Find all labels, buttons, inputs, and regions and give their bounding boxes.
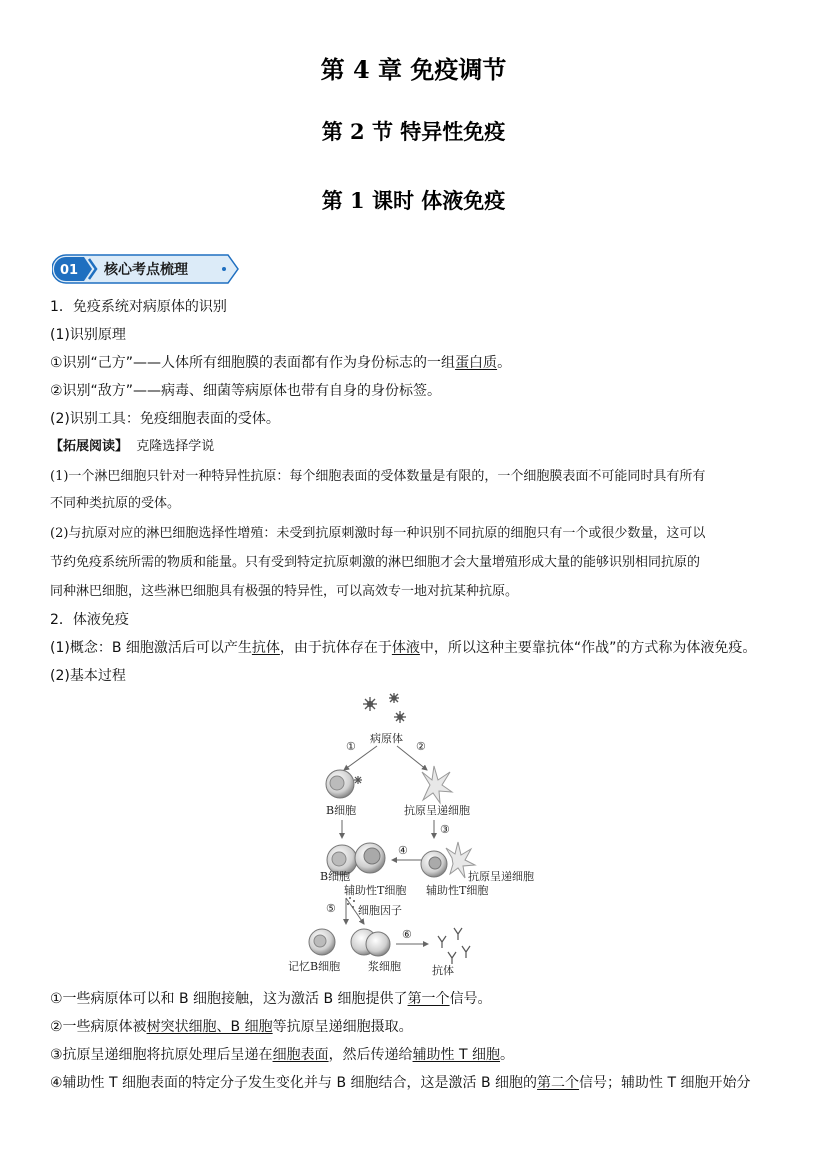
section1-heading: 1．免疫系统对病原体的识别 [50,299,227,315]
step-1-marker: ① [346,740,356,753]
extended-line: (2)与抗原对应的淋巴细胞选择性增殖：未受到抗原刺激时每一种识别不同抗原的细胞只有一个或很少数量，这可以 [50,526,706,541]
label-b-cell: B细胞 [326,804,357,817]
banner-number: 01 [60,263,79,278]
extended-reading-title: 克隆选择学说 [136,439,215,454]
section2-concept: (1)概念：B 细胞激活后可以产生抗体，由于抗体存在于体液中，所以这种主要靠抗体“作战”的方式称为体液免疫。 [50,640,757,656]
step-6-marker: ⑥ [402,928,412,941]
section2-heading: 2．体液免疫 [50,612,129,628]
label-cytokine: 细胞因子 [358,904,402,917]
apc-helper-t-icon [421,842,475,878]
label-pathogen: 病原体 [370,732,403,745]
section1-sub2: (2)识别工具：免疫细胞表面的受体。 [50,411,280,427]
cytokine-dots-icon [347,897,355,908]
label-apc: 抗原呈递细胞 [404,804,470,817]
humoral-immunity-diagram [282,690,552,980]
step-4-marker: ④ [398,844,408,857]
step-3-marker: ③ [440,823,450,836]
step-3: ③抗原呈递细胞将抗原处理后呈递在细胞表面，然后传递给辅助性 T 细胞。 [50,1047,515,1063]
section1-point1: ①识别“己方”——人体所有细胞膜的表面都有作为身份标志的一组蛋白质。 [50,355,512,371]
pathogen-icon [363,693,406,723]
label-helper-t-2: 辅助性T细胞 [426,884,489,897]
label-b-cell-2: B细胞 [320,870,351,883]
extended-line: (1)一个淋巴细胞只针对一种特异性抗原：每个细胞表面的受体数量是有限的，一个细胞膜表面不可能同时具有所有 [50,469,706,484]
section1-point2: ②识别“敌方”——病毒、细菌等病原体也带有自身的身份标签。 [50,383,442,399]
extended-line: 节约免疫系统所需的物质和能量。只有受到特定抗原刺激的淋巴细胞才会大量增殖形成大量的能够识别相同抗原的 [50,555,701,570]
extended-reading-tag: 【拓展阅读】 [50,439,129,454]
step-1: ①一些病原体可以和 B 细胞接触，这为激活 B 细胞提供了第一个信号。 [50,991,492,1007]
antigen-presenting-cell-icon [422,766,452,803]
section-title: 第 2 节 特异性免疫 [321,119,506,144]
memory-b-cell-icon [309,929,335,955]
banner-label: 核心考点梳理 [104,262,188,278]
section2-sub: (2)基本过程 [50,668,126,684]
label-memory-b: 记忆B细胞 [288,960,341,973]
b-cell-icon [326,770,362,798]
lesson-title: 第 1 课时 体液免疫 [321,188,506,213]
label-helper-t: 辅助性T细胞 [344,884,407,897]
step-4: ④辅助性 T 细胞表面的特定分子发生变化并与 B 细胞结合，这是激活 B 细胞的第二个信号；辅助性 T 细胞开始分 [50,1075,751,1091]
antibody-icon [438,928,470,964]
core-points-banner [52,252,240,286]
plasma-cell-icon [351,929,390,956]
section1-sub1: (1)识别原理 [50,327,126,343]
step-5-marker: ⑤ [326,902,336,915]
step-2-marker: ② [416,740,426,753]
extended-line: 不同种类抗原的受体。 [50,496,181,511]
extended-reading-header [50,437,790,457]
extended-line: 同种淋巴细胞，这些淋巴细胞具有极强的特异性，可以高效专一地对抗某种抗原。 [50,584,519,599]
blank-answer: 蛋白质 [455,355,498,371]
step-2: ②一些病原体被树突状细胞、B 细胞等抗原呈递细胞摄取。 [50,1019,413,1035]
label-plasma: 浆细胞 [368,960,401,973]
label-apc-2: 抗原呈递细胞 [468,870,534,883]
label-antibody: 抗体 [432,964,454,977]
chapter-title: 第 4 章 免疫调节 [320,55,507,84]
